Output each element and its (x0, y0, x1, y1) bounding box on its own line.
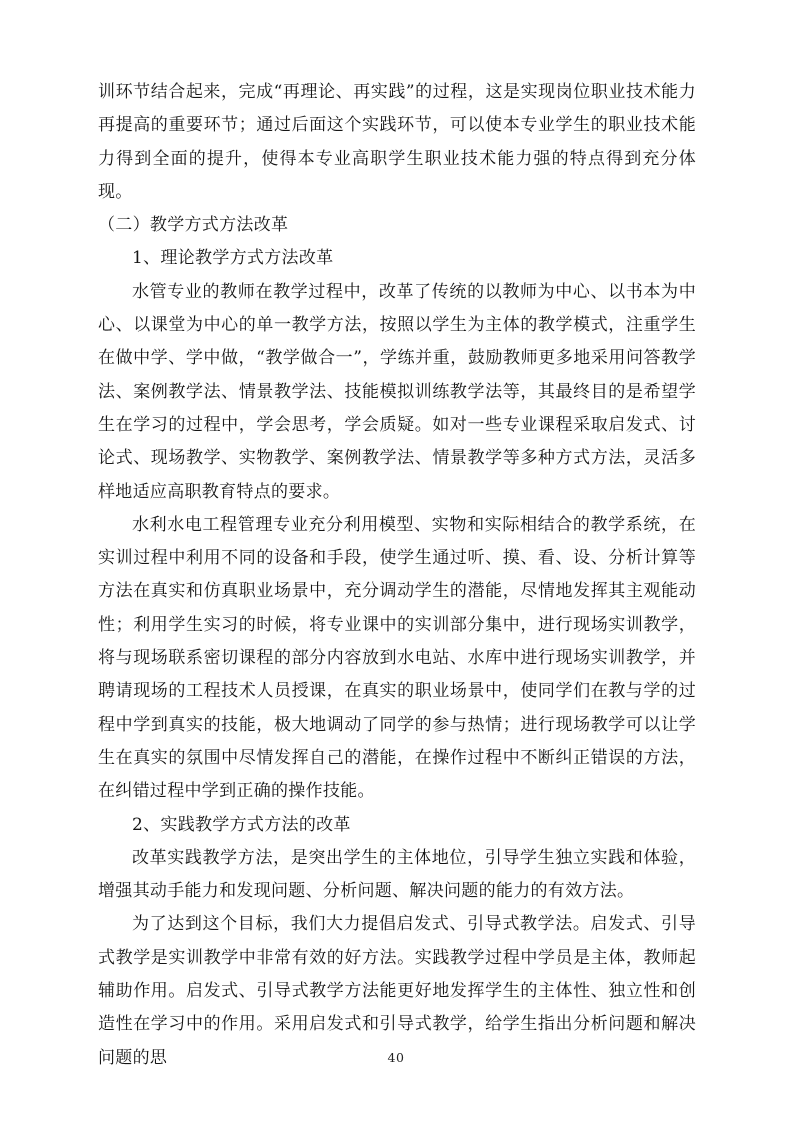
document-body (98, 76, 696, 1075)
paragraph: 为了达到这个目标，我们大力提倡启发式、引导式教学法。启发式、引导式教学是实训教学中非常有效的好方法。实践教学过程中学员是主体，教师起辅助作用。启发式、引导式教学方法能更好地发挥学生的主体性、独立性和创造性在学习中的作用。采用启发式和引导式教学，给学生指出分析问题和解决问题的思 (98, 914, 696, 1068)
subsection-heading-1: 1、理论教学方式方法改革 (132, 248, 334, 269)
paragraph: 水管专业的教师在教学过程中，改革了传统的以教师为中心、以书本为中心、以课堂为中心的单一教学方法，按照以学生为主体的教学模式，注重学生在做中学、学中做，“教学做合一”，学练并重，鼓励教师更多地采用问答教学法、案例教学法、情景教学法、技能模拟训练教学法等，其最终目的是希望学生在学习的过程中，学会思考，学会质疑。如对一些专业课程采取启发式、讨论式、现场教学、实物教学、案例教学法、情景教学等多种方式方法，灵活多样地适应高职教育特点的要求。 (98, 281, 696, 502)
page-number: 40 (387, 1050, 405, 1065)
subsection-heading-2: 2、实践教学方式方法的改革 (132, 814, 351, 835)
paragraph: 改革实践教学方法，是突出学生的主体地位，引导学生独立实践和体验，增强其动手能力和发现问题、分析问题、解决问题的能力的有效方法。 (98, 847, 696, 902)
paragraph: 水利水电工程管理专业充分利用模型、实物和实际相结合的教学系统，在实训过程中利用不同的设备和手段，使学生通过听、摸、看、设、分析计算等方法在真实和仿真职业场景中，充分调动学生的潜能，尽情地发挥其主观能动性；利用学生实习的时候，将专业课中的实训部分集中，进行现场实训教学，将与现场联系密切课程的部分内容放到水电站、水库中进行现场实训教学，并聘请现场的工程技术人员授课，在真实的职业场景中，使同学们在教与学的过程中学到真实的技能，极大地调动了同学的参与热情；进行现场教学可以让学生在真实的氛围中尽情发挥自己的潜能，在操作过程中不断纠正错误的方法，在纠错过程中学到正确的操作技能。 (98, 514, 696, 802)
paragraph-continuation: 训环节结合起来，完成“再理论、再实践”的过程，这是实现岗位职业技术能力再提高的重要环节；通过后面这个实践环节，可以使本专业学生的职业技术能力得到全面的提升，使得本专业高职学生职业技术能力强的特点得到充分体现。 (98, 82, 696, 202)
section-heading: （二）教学方式方法改革 (98, 215, 289, 236)
